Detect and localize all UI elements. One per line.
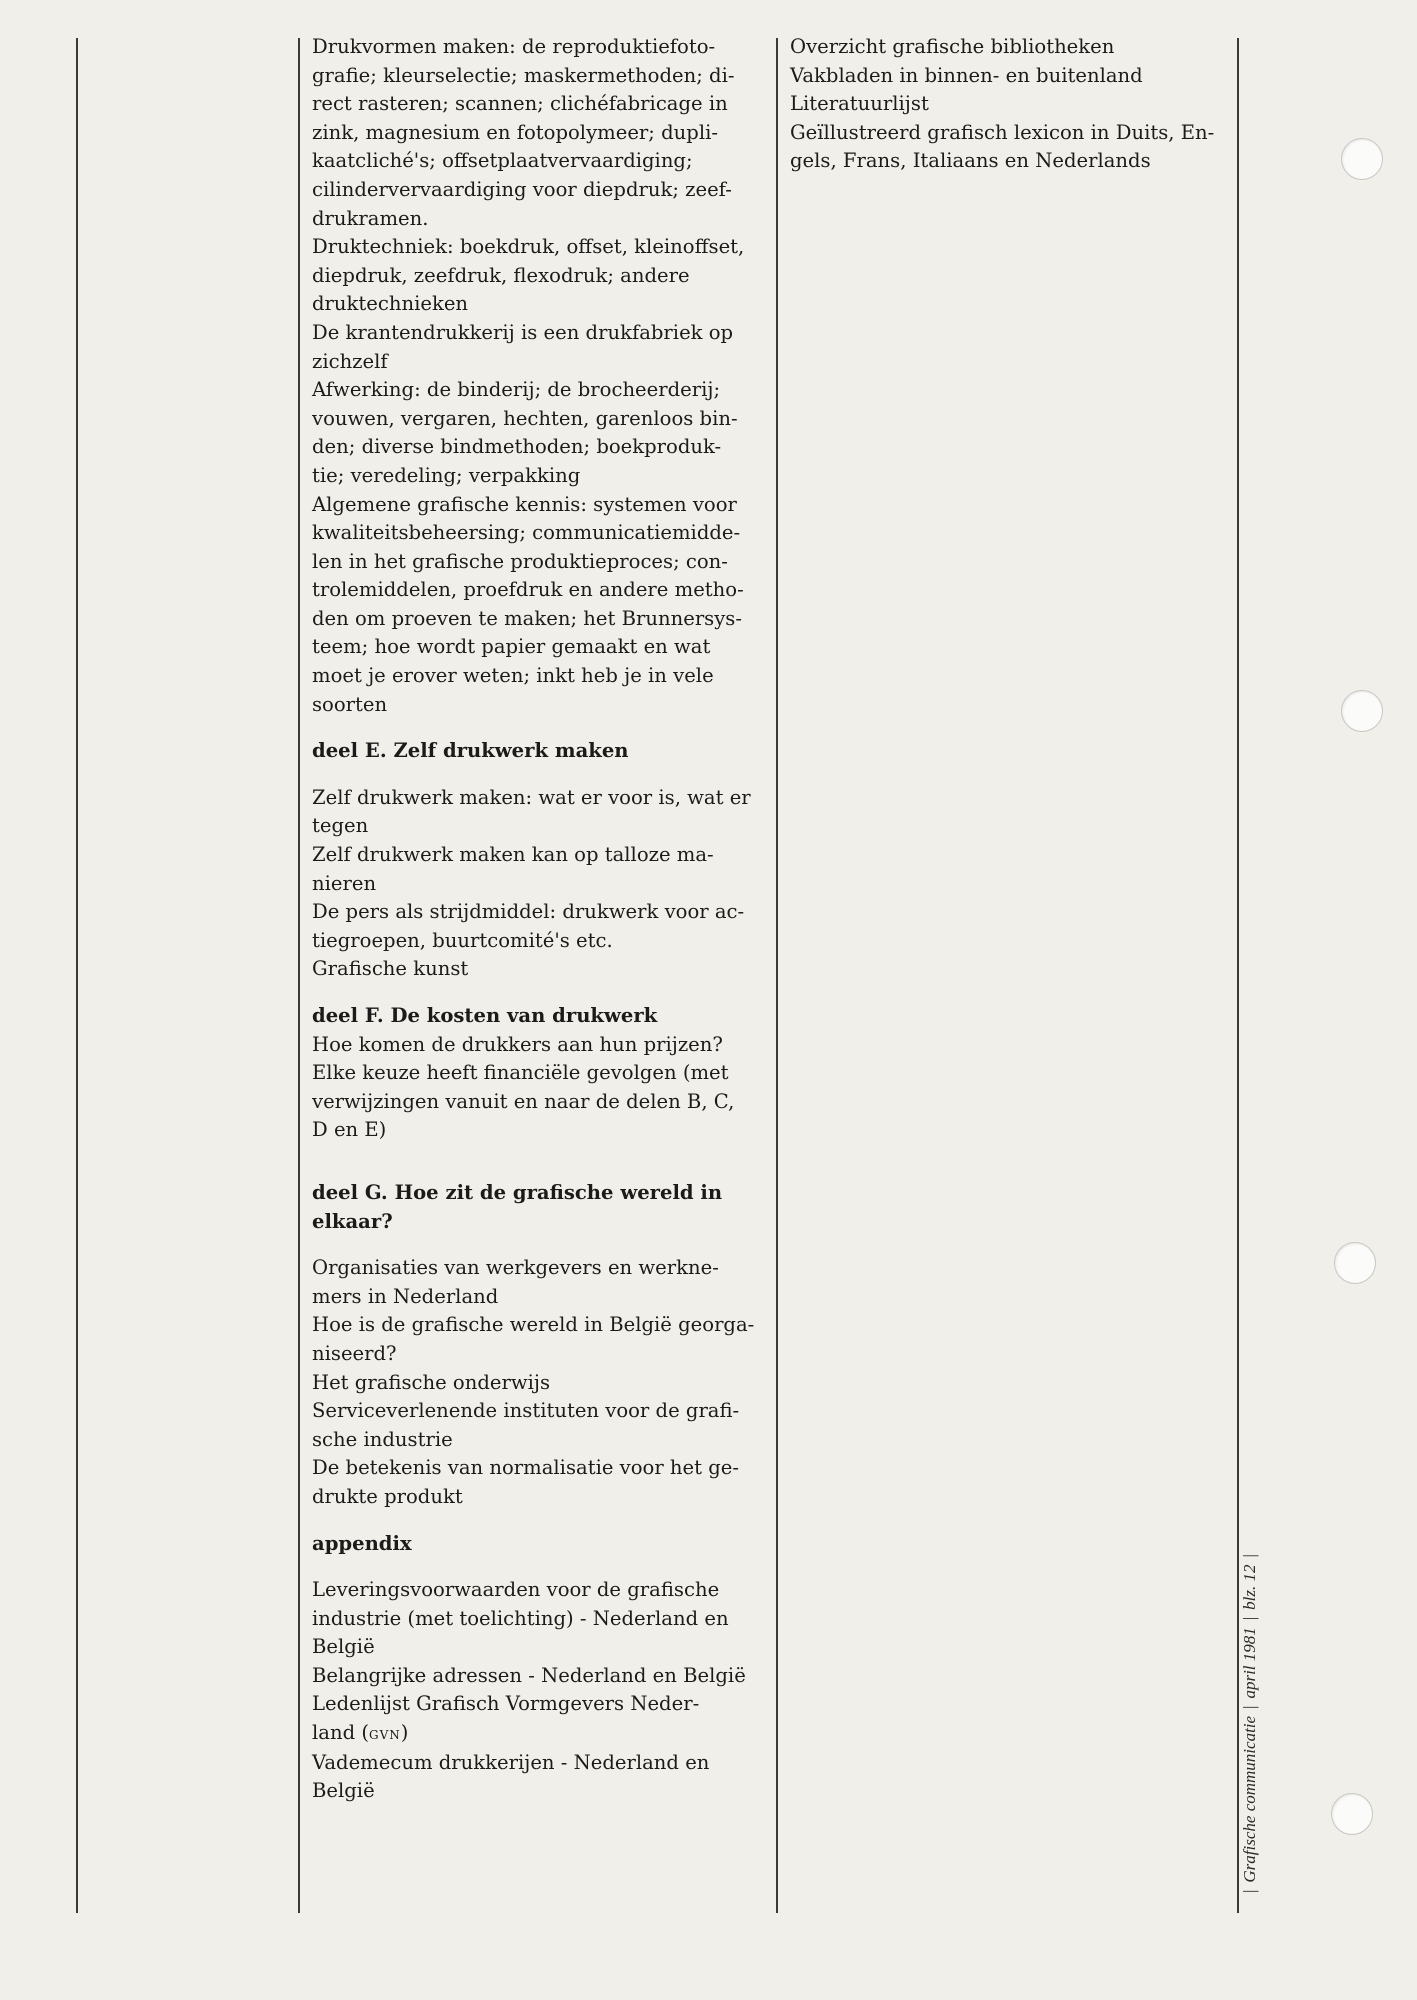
text-line: D en E) (312, 1118, 387, 1142)
gvn-suffix: ) (400, 1721, 409, 1745)
text-line-gvn (312, 1719, 774, 1749)
footer-separator: | (1240, 1889, 1259, 1893)
footer-separator: | (1240, 1616, 1259, 1621)
text-line: kwaliteitsbeheersing; communicatiemidde- (312, 521, 741, 545)
text-line: teem; hoe wordt papier gemaakt en wat (312, 635, 711, 659)
gvn-abbreviation: gvn (368, 1724, 401, 1745)
text-line: drukte produkt (312, 1484, 463, 1508)
text-line: diepdruk, zeefdruk, flexodruk; andere (312, 263, 690, 287)
text-line: verwijzingen vanuit en naar de delen B, C, (312, 1089, 735, 1113)
heading-deel-e: deel E. Zelf drukwerk maken (312, 739, 629, 763)
text-line: Algemene grafische kennis: systemen voor (312, 492, 737, 516)
section-production-lines (312, 33, 774, 719)
punch-hole-2 (1341, 690, 1383, 732)
text-line: soorten (312, 692, 388, 716)
text-line: moet je erover weten; inkt heb je in vele (312, 664, 714, 688)
text-line: tie; veredeling; verpakking (312, 463, 581, 487)
page-footer (1240, 1547, 1260, 1900)
text-line: Grafische kunst (312, 957, 469, 981)
text-line: Overzicht grafische bibliotheken (790, 35, 1115, 58)
text-line: Ledenlijst Grafisch Vormgevers Neder- (312, 1692, 700, 1716)
text-line: cilindervervaardiging voor diepdruk; zeef- (312, 177, 732, 201)
heading-deel-f: deel F. De kosten van drukwerk (312, 1004, 658, 1027)
text-line: Elke keuze heeft financiële gevolgen (met (312, 1061, 729, 1085)
text-line: zink, magnesium en fotopolymeer; dupli- (312, 120, 718, 144)
footer-separator: | (1240, 1554, 1259, 1558)
text-line: grafie; kleurselectie; maskermethoden; di- (312, 63, 735, 87)
text-line: sche industrie (312, 1427, 453, 1451)
text-line: Vakbladen in binnen- en buitenland (790, 63, 1143, 87)
text-line: nieren (312, 871, 377, 895)
section-e-lines (312, 784, 774, 984)
heading-deel-g (312, 1179, 774, 1236)
text-line: industrie (met toelichting) - Nederland en (312, 1606, 729, 1630)
text-line: Drukvormen maken: de reproduktiefoto- (312, 35, 716, 58)
text-line: len in het grafische produktieproces; con- (312, 549, 728, 573)
text-line: Zelf drukwerk maken kan op talloze ma- (312, 843, 714, 867)
text-line: De pers als strijdmiddel: drukwerk voor ac- (312, 900, 745, 924)
text-line: den; diverse bindmethoden; boekproduk- (312, 435, 722, 459)
heading-appendix: appendix (312, 1531, 412, 1555)
text-line: mers in Nederland (312, 1284, 499, 1308)
heading-deel-g-line1: deel G. Hoe zit de grafische wereld in (312, 1180, 723, 1204)
footer-separator: | (1240, 1705, 1259, 1709)
text-line: gels, Frans, Italiaans en Nederlands (790, 149, 1151, 173)
text-line: Zelf drukwerk maken: wat er voor is, wat er (312, 785, 751, 809)
text-line: Hoe komen de drukkers aan hun prijzen? (312, 1032, 723, 1056)
text-line: rect rasteren; scannen; clichéfabricage in (312, 92, 728, 116)
text-line: kaatcliché's; offsetplaatvervaardiging; (312, 149, 693, 173)
right-column (790, 33, 1230, 176)
punch-hole-3 (1334, 1242, 1376, 1284)
right-column-lines (790, 33, 1230, 176)
text-line: De betekenis van normalisatie voor het ge- (312, 1456, 739, 1480)
text-line: Afwerking: de binderij; de brocheerderij; (312, 378, 721, 402)
text-line: De krantendrukkerij is een drukfabriek op (312, 320, 734, 344)
column-rule-right (1237, 38, 1239, 1913)
text-line: Leveringsvoorwaarden voor de grafische (312, 1578, 720, 1602)
punch-hole-4 (1331, 1793, 1373, 1835)
text-line: Geïllustreerd grafisch lexicon in Duits, En- (790, 120, 1215, 144)
text-line: trolemiddelen, proefdruk en andere metho- (312, 578, 744, 602)
column-rule-middle-right (776, 38, 778, 1913)
text-line: België (312, 1635, 375, 1659)
text-line: Druktechniek: boekdruk, offset, kleinoffset, (312, 235, 745, 259)
section-g-lines (312, 1254, 774, 1511)
text-line: drukramen. (312, 206, 429, 230)
text-line: Vademecum drukkerijen - Nederland en (312, 1750, 710, 1774)
text-line: Hoe is de grafische wereld in België georga- (312, 1313, 755, 1337)
text-line: Organisaties van werkgevers en werkne- (312, 1256, 719, 1280)
text-line: Het grafische onderwijs (312, 1370, 551, 1394)
text-line: Belangrijke adressen - Nederland en België (312, 1663, 746, 1687)
text-line: Literatuurlijst (790, 92, 929, 116)
middle-column (312, 33, 774, 1806)
punch-hole-1 (1341, 138, 1383, 180)
column-rule-middle-left (298, 38, 300, 1913)
section-f-lines (312, 1031, 774, 1145)
text-line: tiegroepen, buurtcomité's etc. (312, 928, 613, 952)
text-line: tegen (312, 814, 369, 838)
text-line: druktechnieken (312, 292, 469, 316)
text-line: zichzelf (312, 349, 388, 373)
text-line: vouwen, vergaren, hechten, garenloos bin- (312, 406, 738, 430)
text-line: den om proeven te maken; het Brunnersys- (312, 606, 742, 630)
heading-deel-g-line2: elkaar? (312, 1209, 393, 1233)
text-line: Serviceverlenende instituten voor de grafi- (312, 1399, 740, 1423)
footer-date: april 1981 (1240, 1627, 1259, 1699)
column-rule-left (76, 38, 78, 1913)
text-line: België (312, 1779, 375, 1803)
footer-page-number: blz. 12 (1240, 1564, 1259, 1610)
gvn-prefix: land ( (312, 1721, 369, 1745)
section-appendix-lines (312, 1576, 774, 1806)
footer-title: Grafische communicatie (1240, 1715, 1259, 1883)
text-line: niseerd? (312, 1341, 397, 1365)
